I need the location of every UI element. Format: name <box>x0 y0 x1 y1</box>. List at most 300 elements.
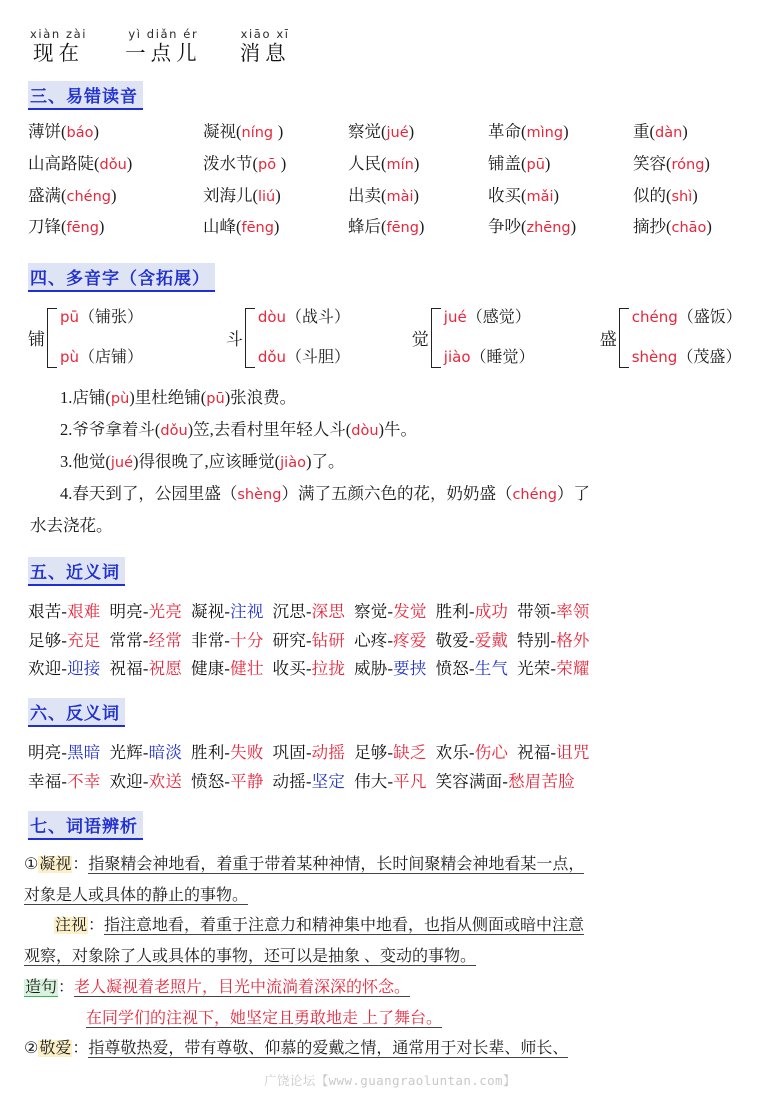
fanyi-pair <box>354 772 427 791</box>
paren-close: ) <box>553 185 560 205</box>
pinyin-annotation: xiāo xī <box>240 27 290 41</box>
yicuo-word: 似的( <box>633 185 672 205</box>
watermark: 广饶论坛【www.guangraoluntan.com】 <box>264 1073 516 1088</box>
yicuo-cell <box>633 217 753 238</box>
pair-word-left: 明亮- <box>109 601 149 621</box>
fanyi-pair <box>436 743 509 762</box>
pair-word-right: 成功 <box>474 601 509 621</box>
definition-text: 指尊敬热爱，带有尊敬、仰慕的爱戴之情，通常用于对长辈、师长、 <box>88 1040 569 1058</box>
brace-bracket <box>245 308 255 368</box>
pair-word-right: 平凡 <box>393 772 427 792</box>
colon: ： <box>88 917 105 935</box>
paren-close: ) <box>413 153 420 173</box>
paren-close: ) <box>706 217 712 237</box>
jinyi-pair <box>517 659 590 678</box>
pair-word-right: 黑暗 <box>67 743 101 763</box>
duoyin-pinyin: dǒu <box>257 348 287 367</box>
jinyi-pair <box>517 631 590 650</box>
pair-word-right: 疼爱 <box>393 630 427 650</box>
pair-word-right: 格外 <box>556 630 590 650</box>
yicuo-cell <box>633 186 753 207</box>
yicuo-cell <box>633 154 753 175</box>
paren-close: ) <box>563 122 569 142</box>
paren-close: ) <box>98 217 105 237</box>
jinyi-pair <box>354 602 427 621</box>
yicuo-word: 凝视( <box>203 122 242 142</box>
duoyin-sentence <box>30 382 746 414</box>
pair-word-right: 坚定 <box>311 772 346 792</box>
yicuo-pinyin: fēng <box>241 220 274 237</box>
fanyi-pair <box>273 772 346 791</box>
sentence-text: )里杜绝铺( <box>129 387 207 407</box>
colon: ： <box>58 978 75 996</box>
paren-close: ) <box>277 122 284 142</box>
duoyin-char: 铺 <box>28 330 45 350</box>
pinyin-word-item <box>240 28 291 67</box>
duoyin-reading <box>444 309 535 327</box>
pair-word-left: 凝视- <box>191 601 231 621</box>
paren-close: ) <box>413 185 420 205</box>
jinyi-pair <box>517 602 590 621</box>
hanzi-text: 现在 <box>33 42 85 65</box>
bianxi-entry-1b-line-1 <box>24 911 754 942</box>
jinyi-pair <box>273 602 346 621</box>
pair-word-left: 动摇- <box>272 772 312 792</box>
paren-close: ) <box>110 185 117 205</box>
sentence-text: ）了 <box>556 484 590 504</box>
paren-close: ) <box>273 217 280 237</box>
yicuo-pinyin: jué <box>386 125 409 142</box>
jinyi-pair <box>354 659 427 678</box>
section-header-fanyi: 六、反义词 <box>28 698 125 727</box>
fanyi-pair <box>28 743 101 762</box>
sentence-text: ）满了五颜六色的花，奶奶盛（ <box>281 484 513 504</box>
yicuo-cell <box>488 186 633 207</box>
bianxi-block <box>0 850 780 1065</box>
pair-word-left: 光辉- <box>109 743 149 763</box>
sentence-pinyin: jué <box>110 455 134 472</box>
pair-word-left: 威胁- <box>354 659 394 679</box>
duoyin-reading <box>258 349 350 367</box>
yicuo-pinyin: dǒu <box>99 156 127 173</box>
pair-word-right: 诅咒 <box>556 743 590 763</box>
brace-bracket <box>47 308 57 368</box>
pair-word-right: 经常 <box>148 630 183 650</box>
yicuo-word: 人民( <box>348 153 387 173</box>
fanyi-pair <box>273 743 346 762</box>
sentence-pinyin: dòu <box>351 422 379 439</box>
duoyin-example: （茂盛） <box>677 349 742 367</box>
fanyi-pair <box>110 772 183 791</box>
paren-close: ) <box>418 217 425 237</box>
yicuo-pinyin: fēng <box>386 220 419 237</box>
pair-word-right: 发觉 <box>393 601 427 621</box>
pair-word-right: 失败 <box>230 743 264 763</box>
zaoju-line-1 <box>24 973 754 1004</box>
jinyi-pair <box>436 602 509 621</box>
sentence-pinyin: shèng <box>237 487 282 504</box>
yicuo-cell <box>488 217 633 238</box>
duoyin-readings <box>444 309 535 367</box>
duoyin-pinyin: shèng <box>631 348 678 367</box>
pair-word-left: 光荣- <box>517 659 557 679</box>
duoyin-reading <box>444 349 535 367</box>
pair-word-right: 荣耀 <box>556 659 590 679</box>
yicuo-cell <box>348 186 488 207</box>
bianxi-entry-2-line-1 <box>24 1034 754 1065</box>
yicuo-cell <box>203 122 348 143</box>
pair-word-left: 健康- <box>191 659 231 679</box>
jinyi-pair <box>273 631 346 650</box>
sentence-text: 1.店铺( <box>60 387 111 407</box>
sentence-pinyin: jiào <box>280 455 306 472</box>
fanyi-pair <box>191 772 264 791</box>
pair-word-left: 非常- <box>191 630 231 650</box>
brace-bracket <box>431 308 441 368</box>
yicuo-cell <box>633 122 753 143</box>
jinyi-pair <box>191 602 264 621</box>
term-nhngshi: 凝视 <box>39 856 72 873</box>
pair-word-right: 缺乏 <box>393 743 427 763</box>
duoyin-example: （盛饭） <box>677 308 742 326</box>
yicuo-pinyin: chéng <box>66 188 111 205</box>
zaoju-line-2 <box>24 1004 754 1035</box>
sentence-text: )了。 <box>305 452 345 472</box>
pinyin-word-item <box>125 28 202 67</box>
paren-close: ) <box>280 153 287 173</box>
pair-word-right: 生气 <box>474 659 509 679</box>
sentence-text: )笠,去看村里年轻人斗( <box>187 419 352 439</box>
yicuo-cell <box>348 122 488 143</box>
jinyi-line <box>28 655 758 684</box>
sentence-text: )张浪费。 <box>224 387 297 407</box>
paren-close: ) <box>408 122 415 142</box>
duoyin-sentence-list <box>0 382 780 543</box>
pair-word-left: 带领- <box>517 601 557 621</box>
pair-word-right: 要挟 <box>393 659 427 679</box>
definition-text: 对象是人或具体的静止的事物。 <box>24 886 249 904</box>
pair-word-right: 十分 <box>230 630 264 650</box>
yicuo-cell <box>348 154 488 175</box>
pair-word-right: 爱戴 <box>474 630 509 650</box>
yicuo-pinyin: mài <box>386 188 414 205</box>
pair-word-right: 充足 <box>67 630 101 650</box>
duoyin-item <box>412 308 600 368</box>
pair-word-left: 愤怒- <box>435 659 475 679</box>
yicuo-cell <box>28 217 203 238</box>
yicuo-cell <box>348 217 488 238</box>
zaoju-sentence: 在同学们的注视下，她坚定且勇敢地走 上了舞台。 <box>86 1009 443 1027</box>
pair-word-left: 欢迎- <box>109 772 149 792</box>
jinyi-pair <box>28 659 101 678</box>
yicuo-pinyin: báo <box>66 125 94 142</box>
definition-text: 指聚精会神地看，着重于带着某种神情，长时间聚精会神地看某一点， <box>88 856 585 873</box>
duoyin-char: 觉 <box>411 330 429 350</box>
fanyi-pair <box>517 743 590 762</box>
pair-word-left: 足够- <box>28 630 68 650</box>
duoyin-pinyin: jiào <box>443 348 471 367</box>
colon: ： <box>72 1040 89 1058</box>
duoyin-char: 盛 <box>599 330 617 350</box>
yicuo-word: 革命( <box>488 122 527 142</box>
pair-word-left: 祝福- <box>109 659 149 679</box>
sentence-pinyin: pù <box>110 390 130 407</box>
duoyin-example: （店铺） <box>79 349 144 367</box>
pair-word-right: 注视 <box>230 601 264 621</box>
pair-word-right: 钻研 <box>311 630 346 650</box>
pair-word-left: 幸福- <box>28 772 68 792</box>
pair-word-left: 敬爱- <box>435 630 475 650</box>
yicuo-grid <box>28 122 754 238</box>
duoyin-sentence-tail: 水去浇花。 <box>30 516 113 536</box>
yicuo-word: 刀锋( <box>28 217 67 237</box>
yicuo-cell <box>28 186 203 207</box>
section-header-jinyi: 五、近义词 <box>28 557 125 586</box>
pair-word-left: 收买- <box>272 659 312 679</box>
pair-word-right: 不幸 <box>67 772 101 792</box>
duoyin-reading <box>60 309 143 327</box>
sentence-text: 4.春天到了，公园里盛（ <box>60 484 238 504</box>
duoyin-sentence <box>30 446 746 478</box>
jinyi-pair <box>354 631 427 650</box>
pair-word-left: 常常- <box>109 630 149 650</box>
zaoju-sentence: 老人凝视着老照片，目光中流淌着深深的怀念。 <box>74 978 411 996</box>
yicuo-pinyin: pō <box>258 156 281 173</box>
jinyi-pair <box>28 631 101 650</box>
pair-word-left: 沉思- <box>272 601 312 621</box>
yicuo-word: 重( <box>633 122 655 142</box>
sentence-pinyin: chéng <box>512 487 557 504</box>
duoyin-reading <box>632 349 742 367</box>
fanyi-block <box>28 739 758 797</box>
pair-word-left: 巩固- <box>272 743 312 763</box>
paren-close: ) <box>704 153 710 173</box>
yicuo-cell <box>488 122 633 143</box>
paren-close: ) <box>544 153 551 173</box>
colon: ： <box>72 856 89 873</box>
jinyi-pair <box>110 631 183 650</box>
pinyin-annotation: yì diǎn ér <box>128 27 199 41</box>
yicuo-row <box>28 217 754 238</box>
jinyi-pair <box>110 659 183 678</box>
paren-close: ) <box>275 185 281 205</box>
term-zhushi: 注视 <box>55 917 88 935</box>
paren-close: ) <box>570 217 577 237</box>
pair-word-left: 研究- <box>272 630 312 650</box>
definition-text: 指注意地看，着重于注意力和精神集中地看，也指从侧面或暗中注意 <box>104 917 585 935</box>
yicuo-pinyin: fēng <box>66 220 99 237</box>
sentence-text: )得很晚了,应该睡觉( <box>133 452 281 472</box>
yicuo-cell <box>203 154 348 175</box>
duoyin-example: （铺张） <box>79 308 144 326</box>
duoyin-pinyin: dòu <box>257 307 287 326</box>
pair-word-left: 伟大- <box>354 772 394 792</box>
zaoju-label: 造句 <box>25 978 58 996</box>
pair-word-left: 祝福- <box>517 743 557 763</box>
yicuo-word: 薄饼( <box>28 122 67 142</box>
pair-word-right: 伤心 <box>474 743 509 763</box>
pair-word-left: 特别- <box>517 630 557 650</box>
yicuo-cell <box>488 154 633 175</box>
yicuo-word: 铺盖( <box>488 153 527 173</box>
duoyin-item <box>226 308 412 368</box>
duoyin-readings <box>632 309 742 367</box>
duoyin-pinyin: pù <box>60 348 80 367</box>
section-header-duoyin: 四、多音字（含拓展） <box>28 263 215 292</box>
duoyin-example: （睡觉） <box>470 349 535 367</box>
yicuo-cell <box>28 154 203 175</box>
bianxi-entry-1b-line-2 <box>24 942 754 973</box>
yicuo-word: 山峰( <box>203 217 242 237</box>
yicuo-pinyin: zhēng <box>526 220 571 237</box>
pair-word-left: 艰苦- <box>28 601 68 621</box>
pair-word-left: 欢乐- <box>435 743 475 763</box>
pair-word-right: 欢送 <box>148 772 183 792</box>
duoyin-pinyin: pū <box>60 307 80 326</box>
yicuo-pinyin: liú <box>258 188 276 205</box>
yicuo-word: 察觉( <box>348 122 387 142</box>
duoyin-example: （斗胆） <box>286 349 351 367</box>
duoyin-sentence <box>30 414 746 446</box>
fanyi-line <box>28 768 758 797</box>
yicuo-row <box>28 122 754 143</box>
yicuo-pinyin: mǎi <box>526 188 554 205</box>
pinyin-word-item <box>30 28 87 67</box>
pair-word-left: 愤怒- <box>191 772 231 792</box>
pair-word-right: 迎接 <box>67 659 101 679</box>
yicuo-cell <box>203 217 348 238</box>
yicuo-word: 刘海儿( <box>203 185 258 205</box>
jinyi-block <box>28 598 758 685</box>
jinyi-pair <box>191 659 264 678</box>
fanyi-pair <box>354 743 427 762</box>
paren-close: ) <box>682 122 688 142</box>
duoyin-reading <box>632 309 742 327</box>
yicuo-pinyin: pū <box>526 156 545 173</box>
jinyi-pair <box>110 602 183 621</box>
pair-word-right: 艰难 <box>67 601 101 621</box>
yicuo-pinyin: dàn <box>655 125 683 142</box>
jinyi-line <box>28 598 758 627</box>
entry-marker: ① <box>24 856 39 873</box>
yicuo-word: 盛满( <box>28 185 67 205</box>
paren-close: ) <box>126 153 133 173</box>
fanyi-pair <box>110 743 183 762</box>
hanzi-text: 消息 <box>239 42 291 65</box>
duoyin-example: （战斗） <box>286 308 351 326</box>
yicuo-pinyin: níng <box>241 125 278 142</box>
duoyin-pinyin: jué <box>443 307 467 326</box>
jinyi-pair <box>273 659 346 678</box>
pair-word-left: 心疼- <box>354 630 394 650</box>
pinyin-annotation: xiàn zài <box>30 27 88 41</box>
yicuo-word: 摘抄( <box>633 217 672 237</box>
yicuo-word: 争吵( <box>488 217 527 237</box>
pair-word-left: 胜利- <box>435 601 475 621</box>
yicuo-cell <box>203 186 348 207</box>
bianxi-entry-1-line-1 <box>24 850 754 881</box>
term-jingai: 敬爱 <box>39 1040 72 1058</box>
pair-word-left: 明亮- <box>28 743 68 763</box>
pair-word-right: 率领 <box>556 601 590 621</box>
sentence-text: )牛。 <box>378 419 418 439</box>
yicuo-word: 山高路陡( <box>28 153 100 173</box>
pair-word-right: 深思 <box>311 601 346 621</box>
yicuo-word: 泼水节( <box>203 153 258 173</box>
yicuo-row <box>28 186 754 207</box>
jinyi-pair <box>436 631 509 650</box>
yicuo-pinyin: shì <box>671 188 693 205</box>
yicuo-word: 蜂后( <box>348 217 387 237</box>
pair-word-right: 祝愿 <box>148 659 183 679</box>
fanyi-line <box>28 739 758 768</box>
fanyi-pair <box>28 772 101 791</box>
section-header-yicuo: 三、易错读音 <box>28 81 143 110</box>
bianxi-entry-1-line-2 <box>24 881 754 912</box>
pair-word-left: 胜利- <box>191 743 231 763</box>
yicuo-word: 出卖( <box>348 185 387 205</box>
duoyin-reading <box>258 309 350 327</box>
duoyin-char: 斗 <box>225 330 243 350</box>
duoyin-row <box>28 308 758 368</box>
duoyin-readings <box>258 309 350 367</box>
yicuo-word: 笑容( <box>633 153 672 173</box>
pair-word-left: 察觉- <box>354 601 394 621</box>
pair-word-left: 笑容满面- <box>435 772 509 792</box>
jinyi-pair <box>28 602 101 621</box>
fanyi-pair <box>191 743 264 762</box>
duoyin-item <box>600 308 758 368</box>
entry-marker: ② <box>24 1040 39 1058</box>
yicuo-word: 收买( <box>488 185 527 205</box>
yicuo-pinyin: mìng <box>526 125 564 142</box>
pair-word-right: 平静 <box>230 772 264 792</box>
pair-word-right: 暗淡 <box>148 743 183 763</box>
pair-word-right: 拉拢 <box>311 659 346 679</box>
yicuo-row <box>28 154 754 175</box>
pair-word-left: 足够- <box>354 743 394 763</box>
pair-word-right: 健壮 <box>230 659 264 679</box>
hanzi-text: 一点儿 <box>125 42 202 65</box>
sentence-text: 3.他觉( <box>60 452 111 472</box>
jinyi-line <box>28 627 758 656</box>
paren-close: ) <box>93 122 99 142</box>
duoyin-reading <box>60 349 143 367</box>
duoyin-item <box>28 308 226 368</box>
yicuo-cell <box>28 122 203 143</box>
jinyi-pair <box>436 659 509 678</box>
duoyin-readings <box>60 309 143 367</box>
paren-close: ) <box>692 185 698 205</box>
duoyin-example: （感觉） <box>466 308 531 326</box>
pair-word-left: 欢迎- <box>28 659 68 679</box>
section-header-bianxi: 七、词语辨析 <box>28 811 143 840</box>
top-pinyin-row <box>0 0 780 67</box>
definition-text: 观察，对象除了人或具体的事物，还可以是抽象 、变动的事物。 <box>24 948 477 966</box>
brace-bracket <box>619 308 629 368</box>
pair-word-right: 愁眉苦脸 <box>508 772 575 792</box>
sentence-text: 2.爷爷拿着斗( <box>60 419 161 439</box>
yicuo-pinyin: róng <box>671 156 705 173</box>
yicuo-pinyin: mín <box>386 156 414 173</box>
pair-word-right: 光亮 <box>148 601 183 621</box>
duoyin-pinyin: chéng <box>631 307 678 326</box>
sentence-pinyin: dǒu <box>160 422 188 439</box>
duoyin-sentence <box>30 478 746 510</box>
sentence-pinyin: pū <box>206 390 225 407</box>
jinyi-pair <box>191 631 264 650</box>
pair-word-right: 动摇 <box>311 743 346 763</box>
